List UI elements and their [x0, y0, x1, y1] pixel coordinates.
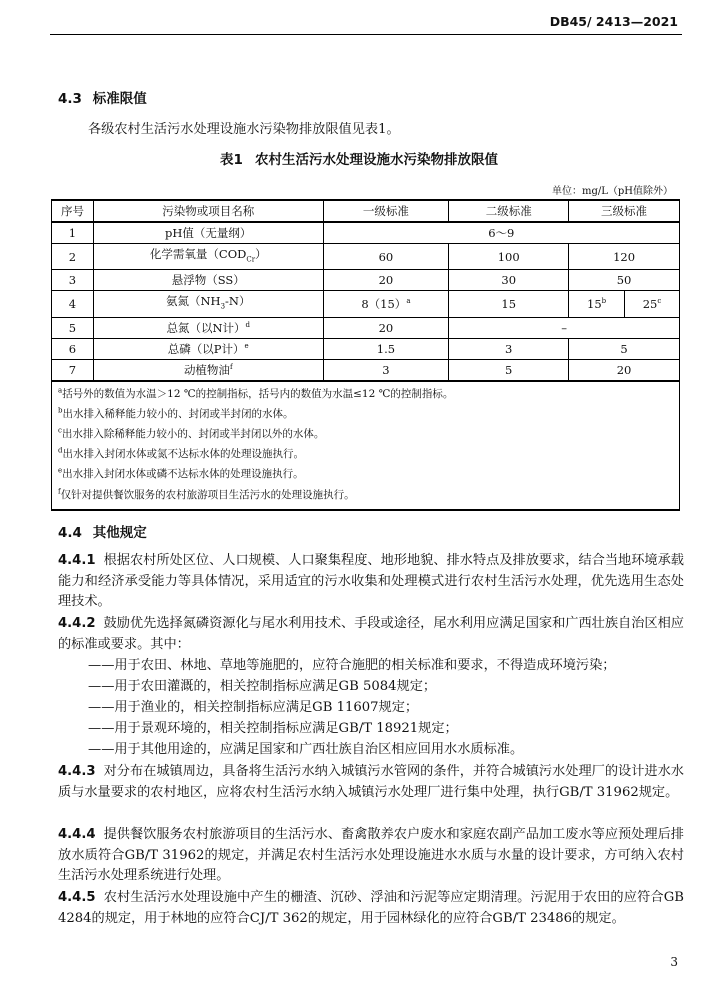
page-number: 3: [670, 955, 678, 969]
paragraph-number: 4.4.4: [58, 827, 96, 842]
header-cell: 一级标准: [323, 200, 449, 222]
pollutant-name: 化学需氧量$(COD_{Cr})$: [93, 244, 323, 270]
limit-grade-2: 5: [449, 359, 569, 381]
paragraph-number: 4.4.1: [58, 553, 96, 568]
header-cell: 污染物或项目名称: [93, 200, 323, 222]
pollutant-name: 总氮（以N计）$^d$: [93, 317, 323, 338]
row-number: 2: [52, 244, 94, 270]
dash-item: ——用于其他用途的，应满足国家和广西壮族自治区相应回用水水质标准。: [88, 742, 524, 757]
table-caption-title: 农村生活污水处理设施水污染物排放限值: [254, 152, 498, 168]
pollutant-name: pH值（无量纲）: [93, 222, 323, 244]
table-footnotes-row: [52, 381, 680, 510]
paragraph-4-4-4: [58, 825, 684, 887]
pollutant-name: 悬浮物（SS）: [93, 270, 323, 291]
paragraph-4-4-1: [58, 551, 684, 613]
limit-grade-2: 100: [449, 244, 569, 270]
section-heading-4-4: [58, 521, 147, 541]
table-row: [52, 338, 680, 359]
header-rule: [50, 34, 682, 35]
paragraph-text: 提供餐饮服务农村旅游项目的生活污水、畜禽散养农户废水和家庭农副产品加工废水等应预处理后排放水质符合GB/T 31962的规定，并满足农村生活污水处理设施进水水质与水量的设计要求，方可纳入农村生活污水处理系统进行处理。: [58, 827, 684, 883]
pollutant-name: 动植物油$^f$: [93, 359, 323, 381]
limit-grade-1: $8(15)^a$: [323, 291, 449, 317]
row-number: 5: [52, 317, 94, 338]
footnote: $^a$括号外的数值为水温＞12 ℃的控制指标，括号内的数值为水温≤12 ℃的控制指标。: [58, 386, 454, 400]
limit-grade-3: 5: [569, 338, 680, 359]
table-header-row: [52, 200, 680, 222]
dash-item: ——用于渔业的，相关控制指标应满足GB 11607规定；: [88, 700, 419, 715]
limit-grade-1: 60: [323, 244, 449, 270]
paragraph-text: 鼓励优先选择氮磷资源化与尾水利用技术、手段或途径，尾水利用应满足国家和广西壮族自治区相应的标准或要求。其中：: [58, 616, 684, 652]
limit-grade-3: 20: [569, 359, 680, 381]
table-row: [52, 222, 680, 244]
dash-item: ——用于农田灌溉的，相关控制指标应满足GB 5084规定；: [88, 679, 437, 694]
paragraph-text: 根据农村所处区位、人口规模、人口聚集程度、地形地貌、排水特点及排放要求，结合当地环境承载能力和经济承受能力等具体情况，采用适宜的污水收集和处理模式进行农村生活污水处理，优先选用生态处理技术。: [58, 553, 684, 609]
pollutant-name: 氨氮$(NH_3-N)$: [93, 291, 323, 317]
footnote: $^d$出水排入封闭水体或氮不达标水体的处理设施执行。: [58, 446, 304, 461]
limit-value: 6～9: [323, 222, 679, 244]
limit-grade-3-b: 25$^c$: [625, 291, 680, 317]
table-caption: [0, 148, 718, 168]
row-number: 1: [52, 222, 94, 244]
section-number: 4.3: [58, 91, 82, 107]
table-footnotes: [52, 381, 680, 510]
table-row: [52, 359, 680, 381]
row-number: 7: [52, 359, 94, 381]
limit-grade-1: 20: [323, 317, 449, 338]
paragraph-text: 对分布在城镇周边，具备将生活污水纳入城镇污水管网的条件，并符合城镇污水处理厂的设计进水水质与水量要求的农村地区，应将农村生活污水纳入城镇污水处理厂进行集中处理，执行GB/T 31962规定。: [58, 764, 684, 800]
table-row: [52, 244, 680, 270]
section-heading-4-3: [58, 87, 147, 107]
limit-grade-3: 50: [569, 270, 680, 291]
table-row: [52, 291, 680, 317]
limit-grade-2: 15: [449, 291, 569, 317]
pollutant-name: 总磷（以P计）$^e$: [93, 338, 323, 359]
section-title: 标准限值: [92, 91, 147, 107]
paragraph-4-4-2: [58, 614, 684, 655]
dash-item: ——用于农田、林地、草地等施肥的，应符合施肥的相关标准和要求，不得造成环境污染；: [88, 658, 616, 673]
document-number: DB45/ 2413—2021: [549, 14, 678, 29]
paragraph-number: 4.4.5: [58, 890, 96, 905]
limit-grade-2: 30: [449, 270, 569, 291]
paragraph-text: 农村生活污水处理设施中产生的栅渣、沉砂、浮油和污泥等应定期清理。污泥用于农田的应符合GB 4284的规定，用于林地的应符合CJ/T 362的规定，用于园林绿化的应符合GB/T 23486的规定。: [58, 890, 684, 926]
header-cell: 序号: [52, 200, 94, 222]
emission-limits-table: [51, 199, 680, 511]
paragraph-number: 4.4.3: [58, 764, 96, 779]
table-caption-number: 表1: [220, 152, 243, 168]
footnote: $^f$仅针对提供餐饮服务的农村旅游项目生活污水的处理设施执行。: [58, 487, 355, 501]
limit-grade-3: 120: [569, 244, 680, 270]
footnote: $^c$出水排入除稀释能力较小的、封闭或半封闭以外的水体。: [58, 426, 325, 440]
header-cell: 三级标准: [569, 200, 680, 222]
dash-item: ——用于景观环境的，相关控制指标应满足GB/T 18921规定；: [88, 721, 458, 736]
limit-grade-3-a: 15$^b$: [569, 291, 625, 317]
table-row: [52, 270, 680, 291]
footnote: $^e$出水排入封闭水体或磷不达标水体的处理设施执行。: [58, 466, 304, 481]
table-row: [52, 317, 680, 338]
row-number: 6: [52, 338, 94, 359]
section-number: 4.4: [58, 525, 82, 541]
table-unit: 单位：mg/L（pH值除外）: [551, 186, 673, 197]
footnote: $^b$出水排入稀释能力较小的、封闭或半封闭的水体。: [58, 406, 294, 420]
limit-grade-1: 20: [323, 270, 449, 291]
limit-grade-1: 1.5: [323, 338, 449, 359]
section-title: 其他规定: [92, 525, 147, 541]
paragraph-4-4-3: [58, 762, 684, 803]
section-intro-text: 各级农村生活污水处理设施水污染物排放限值见表1。: [88, 122, 400, 137]
limit-grade-2: 3: [449, 338, 569, 359]
paragraph-number: 4.4.2: [58, 616, 96, 631]
row-number: 4: [52, 291, 94, 317]
limit-grade-1: 3: [323, 359, 449, 381]
header-cell: 二级标准: [449, 200, 569, 222]
limit-grade-2-3: –: [449, 317, 680, 338]
row-number: 3: [52, 270, 94, 291]
paragraph-4-4-5: [58, 888, 684, 929]
